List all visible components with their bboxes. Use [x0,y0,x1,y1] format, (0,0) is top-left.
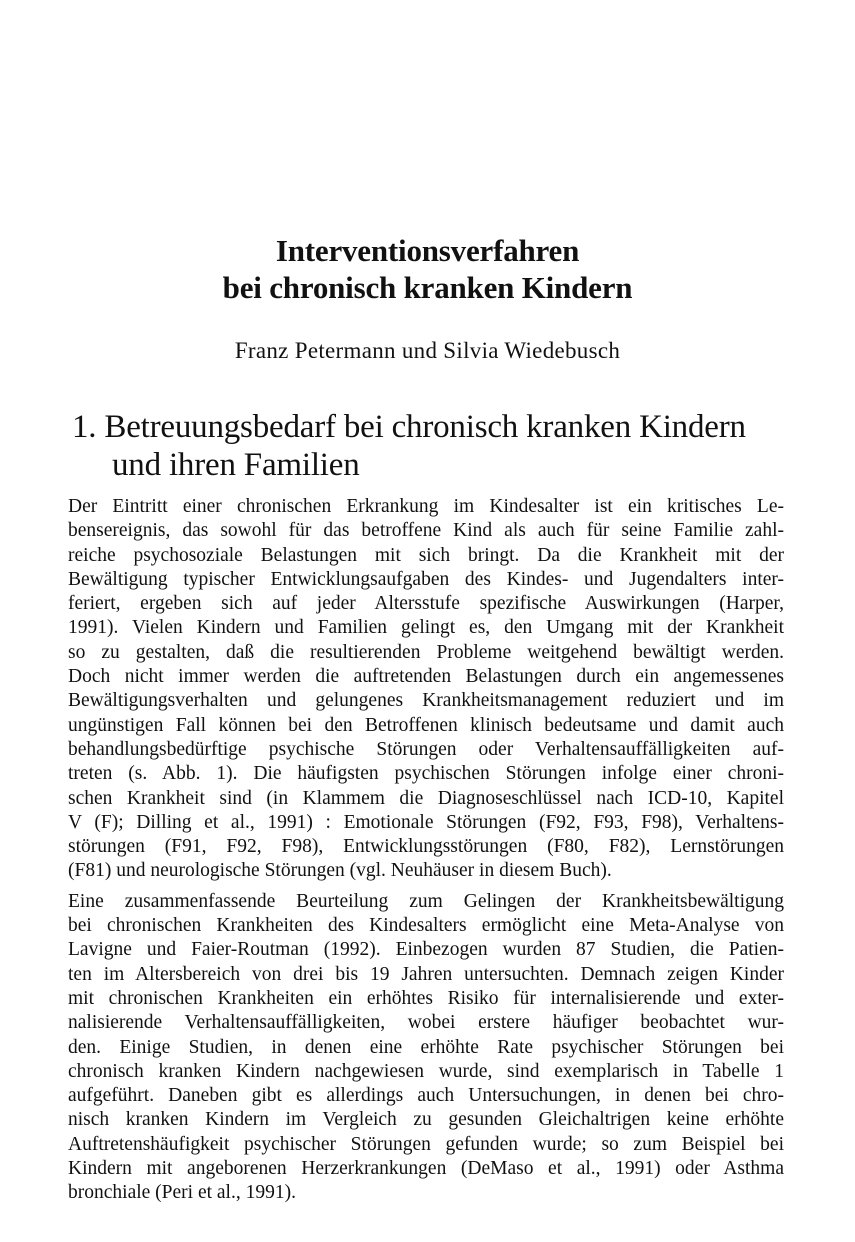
paragraph-2 [68,890,784,1206]
text-line: den. Einige Studien, in denen eine erhöhte Rate psychischer Störungen bei [68,1036,784,1058]
text-line: ten im Altersbereich von drei bis 19 Jahren untersuchten. Demnach zeigen Kinder [68,963,784,985]
text-line: bei chronischen Krankheiten des Kindesalters ermöglicht eine Meta-Analyse von [68,915,784,937]
text-line: Auftretenshäufigkeit psychischer Störungen gefunden wurde; so zum Beispiel bei [68,1133,784,1155]
text-line: Bewältigung typischer Entwicklungsaufgaben des Kindes- und Jugendalters inter- [68,568,784,590]
text-line: Bewältigungsverhalten und gelungenes Krankheitsmanagement reduziert und im [68,690,784,712]
text-line: mit chronischen Krankheiten ein erhöhtes Risiko für internalisierende und exter- [68,987,784,1009]
text-line: chronisch kranken Kindern nachgewiesen wurde, sind exemplarisch in Tabelle 1 [68,1060,784,1082]
text-line: schen Krankheit sind (in Klammem die Diagnoseschlüssel nach ICD-10, Kapitel [68,787,784,809]
text-line: Kindern mit angeborenen Herzerkrankungen (DeMaso et al., 1991) oder Asthma [68,1158,784,1180]
text-line: störungen (F91, F92, F98), Entwicklungsstörungen (F80, F82), Lernstörungen [68,836,784,858]
text-line: behandlungsbedürftige psychische Störungen oder Verhaltensauffälligkeiten auf- [68,738,784,760]
text-line: Eine zusammenfassende Beurteilung zum Gelingen der Krankheitsbewältigung [68,890,784,912]
text-line: Der Eintritt einer chronischen Erkrankung im Kindesalter ist ein kritisches Le- [68,496,784,517]
text-line: nalisierende Verhaltensauffälligkeiten, wobei erstere häufiger beobachtet wur- [68,1012,784,1034]
chapter-title [0,232,855,306]
text-line: reiche psychosoziale Belastungen mit sich bringt. Da die Krankheit mit der [68,544,784,566]
text-line: Lavigne und Faier-Routman (1992). Einbezogen wurden 87 Studien, die Patien- [68,939,784,961]
chapter-title-line-1: Interventionsverfahren [275,233,580,268]
section-heading [72,408,792,484]
text-line: (F81) und neurologische Störungen (vgl. Neuhäuser in diesem Buch). [68,860,612,882]
section-heading-line-1: 1. Betreuungsbedarf bei chronisch kranken Kindern [72,409,746,445]
section-heading-line-2: und ihren Familien [112,447,360,483]
paragraph-1 [68,495,784,884]
text-line: treten (s. Abb. 1). Die häufigsten psychischen Störungen infolge einer chroni- [68,763,784,785]
text-line: bensereignis, das sowohl für das betroffene Kind als auch für seine Familie zahl- [68,520,784,542]
text-line: 1991). Vielen Kindern und Familien gelingt es, den Umgang mit der Krankheit [68,617,784,639]
text-line: ungünstigen Fall können bei den Betroffenen klinisch bedeutsame und damit auch [68,714,784,736]
chapter-title-line-2: bei chronisch kranken Kindern [222,270,633,305]
text-line: so zu gestalten, daß die resultierenden Probleme weitgehend bewältigt werden. [68,641,784,663]
text-line: V (F); Dilling et al., 1991) : Emotionale Störungen (F92, F93, F98), Verhaltens- [68,811,784,833]
authors: Franz Petermann und Silvia Wiedebusch [234,338,621,363]
body-text [68,495,784,1212]
text-line: nisch kranken Kindern im Vergleich zu gesunden Gleichaltrigen keine erhöhte [68,1109,784,1131]
text-line: Doch nicht immer werden die auftretenden Belastungen durch ein angemessenes [68,666,784,688]
text-line: aufgeführt. Daneben gibt es allerdings auch Untersuchungen, in denen bei chro- [68,1085,784,1107]
text-line: feriert, ergeben sich auf jeder Altersstufe spezifische Auswirkungen (Harper, [68,593,784,615]
text-line: bronchiale (Peri et al., 1991). [68,1182,296,1204]
